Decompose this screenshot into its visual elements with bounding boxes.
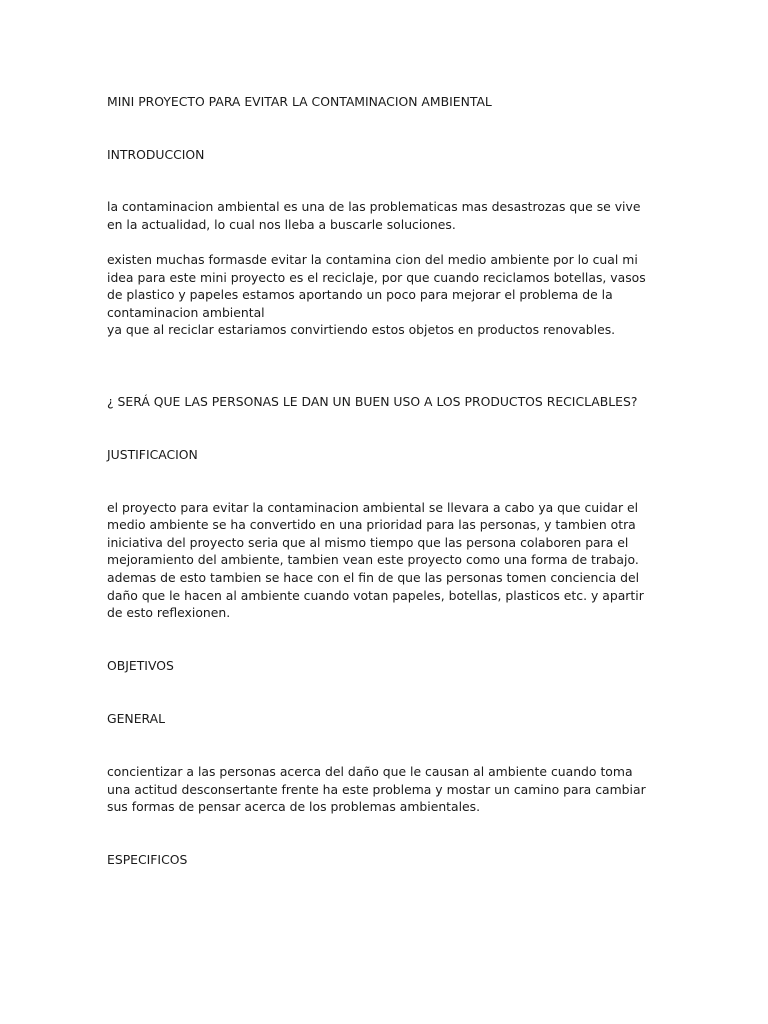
text-line: en la actualidad, lo cual nos lleba a buscarle soluciones. — [107, 217, 456, 232]
especificos-heading: ESPECIFICOS — [107, 852, 188, 867]
text-line: contaminacion ambiental — [107, 305, 265, 320]
objetivos-heading: OBJETIVOS — [107, 658, 174, 673]
text-line: concientizar a las personas acerca del daño que le causan al ambiente cuando toma — [107, 764, 633, 779]
text-line: el proyecto para evitar la contaminacion ambiental se llevara a cabo ya que cuidar el — [107, 500, 639, 515]
justificacion-heading: JUSTIFICACION — [107, 447, 198, 462]
text-line: ya que al reciclar estariamos convirtiendo estos objetos en productos renovables. — [107, 322, 616, 337]
text-line: la contaminacion ambiental es una de las problematicas mas desastrozas que se vive — [107, 199, 641, 214]
text-line: medio ambiente se ha convertido en una prioridad para las personas, y tambien otra — [107, 517, 636, 532]
text-line: existen muchas formasde evitar la contamina cion del medio ambiente por lo cual mi — [107, 252, 638, 267]
text-line: una actitud desconsertante frente ha este problema y mostar un camino para cambiar — [107, 782, 646, 797]
text-line: ademas de esto tambien se hace con el fin de que las personas tomen conciencia del — [107, 570, 640, 585]
text-line: de plastico y papeles estamos aportando un poco para mejorar el problema de la — [107, 287, 613, 302]
text-line: de esto reflexionen. — [107, 605, 231, 620]
text-line: idea para este mini proyecto es el reciclaje, por que cuando reciclamos botellas, vasos — [107, 270, 646, 285]
text-line: iniciativa del proyecto seria que al mismo tiempo que las persona colaboren para el — [107, 535, 629, 550]
text-line: sus formas de pensar acerca de los problemas ambientales. — [107, 799, 481, 814]
research-question: ¿ SERÁ QUE LAS PERSONAS LE DAN UN BUEN USO A LOS PRODUCTOS RECICLABLES? — [107, 394, 638, 409]
general-heading: GENERAL — [107, 711, 166, 726]
document-title: MINI PROYECTO PARA EVITAR LA CONTAMINACION AMBIENTAL — [107, 94, 492, 109]
text-line: daño que le hacen al ambiente cuando votan papeles, botellas, plasticos etc. y apartir — [107, 588, 644, 603]
introduccion-heading: INTRODUCCION — [107, 147, 205, 162]
text-line: mejoramiento del ambiente, tambien vean este proyecto como una forma de trabajo. — [107, 552, 639, 567]
